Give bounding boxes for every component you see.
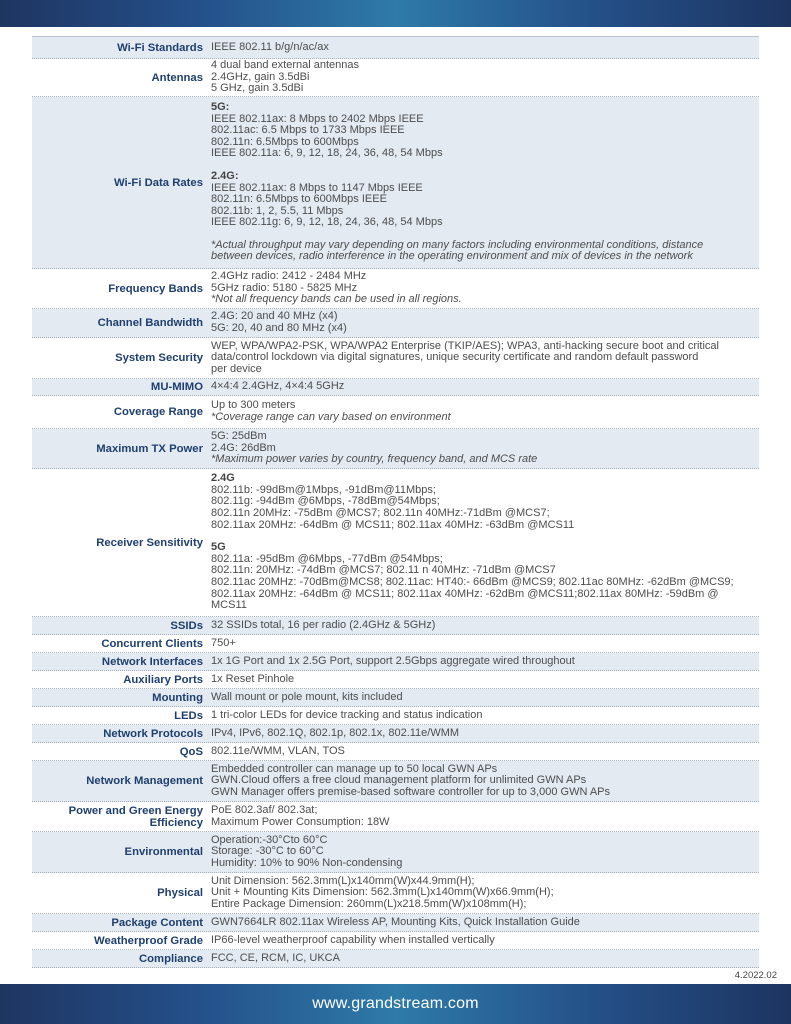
document-version: 4.2022.02 <box>734 970 777 981</box>
spec-value-line: IPv4, IPv6, 802.1Q, 802.1p, 802.1x, 802.11e/WMM <box>211 726 460 739</box>
spec-value-line: 4×4:4 2.4GHz, 4×4:4 5GHz <box>211 380 345 393</box>
spec-value <box>211 763 759 800</box>
spec-footnote: *Actual throughput may vary depending on many factors including environmental conditions, distance <box>211 238 704 251</box>
spec-label: Auxiliary Ports <box>123 673 203 686</box>
header-banner <box>0 0 791 27</box>
spec-value-line: 802.11n: 6.5Mbps to 600Mbps IEEE <box>211 193 387 206</box>
spec-value-line: 802.11n: 6.5Mbps to 600Mbps <box>211 135 359 148</box>
spec-footnote: *Coverage range can vary based on environment <box>211 411 451 423</box>
spec-row <box>32 97 759 269</box>
spec-value-line: IEEE 802.11ax: 8 Mbps to 2402 Mbps IEEE <box>211 112 424 125</box>
spec-row <box>32 37 759 59</box>
spec-value-line: 1x Reset Pinhole <box>211 672 295 685</box>
spec-value <box>211 727 759 741</box>
spec-value <box>211 380 759 394</box>
spec-value <box>211 804 759 829</box>
spec-value-line: 802.11ax 20MHz: -64dBm @ MCS11; 802.11ax 40MHz: -63dBm @MCS11 <box>211 518 575 531</box>
spec-row <box>32 379 759 396</box>
spec-value-line: 4 dual band external antennas <box>211 59 360 72</box>
spec-value-line: 802.11ac 20MHz: -70dBm@MCS8; 802.11ac: HT40:- 66dBm @MCS9; 802.11ac 80MHz: -62dBm @MCS9; <box>211 575 734 588</box>
spec-value-line: 802.11b: 1, 2, 5.5, 11 Mbps <box>211 204 344 217</box>
spec-value-line: 750+ <box>211 636 236 649</box>
spec-value-line: 2.4G: 26dBm <box>211 441 276 454</box>
spec-value-line: GWN Manager offers premise-based software controller for up to 3,000 GWN APs <box>211 785 611 798</box>
spec-label: Package Content <box>111 916 203 929</box>
spec-value-line: IEEE 802.11a: 6, 9, 12, 18, 24, 36, 48, 54 Mbps <box>211 147 443 160</box>
spec-value-line: 802.11b: -99dBm@1Mbps, -91dBm@11Mbps; <box>211 483 436 496</box>
spec-value-line: MCS11 <box>211 599 247 612</box>
spec-label: SSIDs <box>170 619 203 632</box>
spec-row <box>32 761 759 802</box>
line-spacer <box>211 531 759 542</box>
spec-row <box>32 469 759 617</box>
spec-label: Channel Bandwidth <box>97 317 203 329</box>
spec-value <box>211 59 759 96</box>
spec-value-line: 5 GHz, gain 3.5dBi <box>211 82 304 95</box>
spec-value-line: GWN7664LR 802.11ax Wireless AP, Mounting Kits, Quick Installation Guide <box>211 915 580 928</box>
spec-value <box>211 709 759 723</box>
spec-label: Environmental <box>124 846 203 858</box>
spec-value-line: WEP, WPA/WPA2-PSK, WPA/WPA2 Enterprise (TKIP/AES); WPA3, anti-hacking secure boot and critical <box>211 339 719 352</box>
spec-label: Concurrent Clients <box>101 637 203 650</box>
spec-label: LEDs <box>174 709 203 722</box>
spec-value-line: Maximum Power Consumption: 18W <box>211 815 390 828</box>
spec-label: Compliance <box>138 952 203 965</box>
spec-value <box>211 619 759 633</box>
spec-value-line: 802.11a: -95dBm @6Mbps, -77dBm @54Mbps; <box>211 552 443 565</box>
spec-value <box>211 916 759 930</box>
spec-value <box>211 41 759 55</box>
line-spacer <box>211 160 759 171</box>
spec-label: Frequency Bands <box>108 282 203 295</box>
spec-value-line: Operation:-30°Cto 60°C <box>211 833 328 846</box>
spec-value-line: Entire Package Dimension: 260mm(L)x218.5mm(W)x108mm(H); <box>211 897 527 910</box>
spec-row <box>32 689 759 707</box>
spec-label: Weatherproof Grade <box>93 934 203 947</box>
spec-value <box>211 952 759 966</box>
spec-row <box>32 802 759 832</box>
spec-value-line: data/control lockdown via digital signatures, unique security certificate and random default password <box>211 351 699 364</box>
spec-label: Antennas <box>151 71 203 84</box>
spec-value-line: Storage: -30°C to 60°C <box>211 845 324 858</box>
spec-value-line: Unit Dimension: 562.3mm(L)x140mm(W)x44.9mm(H); <box>211 874 475 887</box>
spec-row <box>32 269 759 309</box>
spec-value-line: 2.4GHz radio: 2412 - 2484 MHz <box>211 270 367 283</box>
spec-value-line: 802.11e/WMM, VLAN, TOS <box>211 744 345 757</box>
spec-value <box>211 875 759 912</box>
spec-value-line: 5G: 25dBm <box>211 430 267 443</box>
spec-value <box>211 934 759 948</box>
spec-value-line: 2.4GHz, gain 3.5dBi <box>211 70 310 83</box>
spec-subheading: 2.4G <box>211 472 235 485</box>
spec-value <box>211 270 759 307</box>
spec-value-line: Up to 300 meters <box>211 399 296 412</box>
spec-value-line: Embedded controller can manage up to 50 local GWN APs <box>211 762 498 775</box>
spec-value-line: 5GHz radio: 5180 - 5825 MHz <box>211 281 358 294</box>
spec-value-line: IEEE 802.11ax: 8 Mbps to 1147 Mbps IEEE <box>211 181 423 194</box>
spec-row <box>32 59 759 97</box>
spec-value <box>211 745 759 759</box>
spec-label: Physical <box>157 887 203 899</box>
spec-row <box>32 725 759 743</box>
spec-row <box>32 743 759 761</box>
spec-value-line: IP66-level weatherproof capability when installed vertically <box>211 933 495 946</box>
spec-value <box>211 637 759 651</box>
spec-value-line: 5G: 20, 40 and 80 MHz (x4) <box>211 322 347 334</box>
spec-subheading: 5G <box>211 541 226 554</box>
spec-label: Maximum TX Power <box>96 442 203 455</box>
spec-label: Coverage Range <box>113 406 203 418</box>
spec-footnote: *Maximum power varies by country, frequency band, and MCS rate <box>211 453 538 466</box>
spec-value <box>211 472 759 613</box>
spec-value <box>211 399 759 424</box>
spec-label: Wi-Fi Standards <box>117 41 203 54</box>
website-link[interactable]: www.grandstream.com <box>312 995 479 1012</box>
footer-banner <box>0 984 791 1024</box>
spec-label: Wi-Fi Data Rates <box>113 176 203 189</box>
spec-value-line: 802.11ax 20MHz: -64dBm @ MCS11; 802.11ax 40MHz: -62dBm @MCS11;802.11ax 80MHz: -59dBm @ <box>211 587 719 600</box>
spec-label: Mounting <box>152 691 203 704</box>
spec-row <box>32 914 759 932</box>
spec-label: Receiver Sensitivity <box>96 536 203 549</box>
spec-label: MU-MIMO <box>150 381 203 393</box>
spec-label: System Security <box>115 352 203 364</box>
spec-label: Network Protocols <box>103 727 203 740</box>
spec-value-line: per device <box>211 362 262 375</box>
spec-label: Network Interfaces <box>101 655 203 668</box>
spec-value-line: 32 SSIDs total, 16 per radio (2.4GHz & 5GHz) <box>211 618 436 631</box>
spec-subheading: 5G: <box>211 100 230 113</box>
spec-label: Network Management <box>86 775 203 787</box>
spec-row <box>32 653 759 671</box>
spec-row <box>32 338 759 379</box>
spec-footnote: *Not all frequency bands can be used in all regions. <box>211 293 462 306</box>
spec-value <box>211 340 759 377</box>
spec-row <box>32 635 759 653</box>
spec-row <box>32 950 759 968</box>
spec-value <box>211 834 759 871</box>
spec-value-line: Unit + Mounting Kits Dimension: 562.3mm(L)x140mm(W)x66.9mm(H); <box>211 886 554 899</box>
spec-value <box>211 430 759 467</box>
spec-value-line: Wall mount or pole mount, kits included <box>211 690 403 703</box>
spec-value-line: 2.4G: 20 and 40 MHz (x4) <box>211 310 338 323</box>
spec-row <box>32 832 759 873</box>
spec-row <box>32 873 759 914</box>
spec-value <box>211 101 759 264</box>
spec-value-line: 802.11ac: 6.5 Mbps to 1733 Mbps IEEE <box>211 124 405 137</box>
spec-row <box>32 396 759 429</box>
spec-value-line: 802.11n: 20MHz: -74dBm @MCS7; 802.11 n 40MHz: -71dBm @MCS7 <box>211 564 556 577</box>
spec-row <box>32 309 759 338</box>
spec-value-line: 1 tri-color LEDs for device tracking and status indication <box>211 708 483 721</box>
spec-row <box>32 932 759 950</box>
spec-footnote: between devices, radio interference in the operating environment and mix of devices in the network <box>211 250 693 263</box>
spec-row <box>32 671 759 689</box>
spec-value-line: IEEE 802.11g: 6, 9, 12, 18, 24, 36, 48, 54 Mbps <box>211 216 443 229</box>
spec-value <box>211 691 759 705</box>
spec-value-line: GWN.Cloud offers a free cloud management platform for unlimited GWN APs <box>211 774 587 787</box>
spec-row <box>32 617 759 635</box>
spec-subheading: 2.4G: <box>211 169 239 182</box>
spec-value-line: 802.11n 20MHz: -75dBm @MCS7; 802.11n 40MHz:-71dBm @MCS7; <box>211 507 550 520</box>
spec-value-line: Humidity: 10% to 90% Non-condensing <box>211 856 403 869</box>
spec-value <box>211 310 759 335</box>
spec-value-line: 1x 1G Port and 1x 2.5G Port, support 2.5Gbps aggregate wired throughout <box>211 654 575 667</box>
spec-label: Power and Green Energy Efficiency <box>68 804 203 829</box>
spec-value-line: FCC, CE, RCM, IC, UKCA <box>211 951 340 964</box>
spec-row <box>32 429 759 469</box>
specifications-table <box>32 36 759 968</box>
spec-value-line: 802.11g: -94dBm @6Mbps, -78dBm@54Mbps; <box>211 495 440 508</box>
spec-value-line: PoE 802.3af/ 802.3at; <box>211 803 318 816</box>
spec-value <box>211 655 759 669</box>
spec-label: QoS <box>179 745 203 758</box>
spec-value <box>211 673 759 687</box>
spec-value-line: IEEE 802.11 b/g/n/ac/ax <box>211 40 329 53</box>
spec-row <box>32 707 759 725</box>
